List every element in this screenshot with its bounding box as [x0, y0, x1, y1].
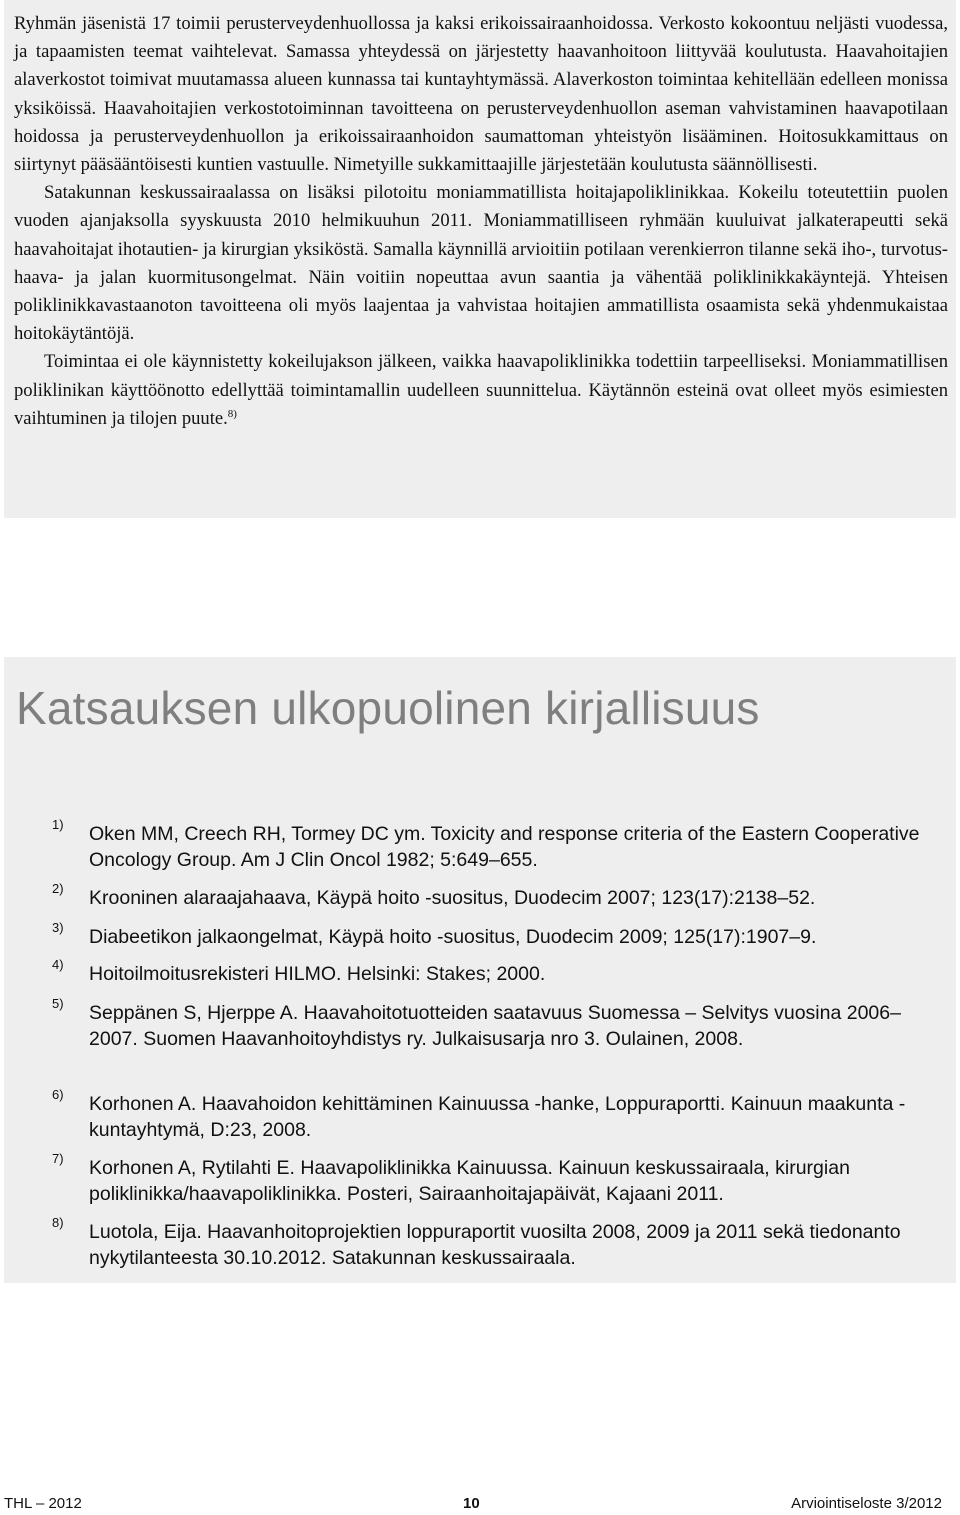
reference-number: 5) — [52, 996, 64, 1011]
reference-number: 6) — [52, 1087, 64, 1102]
reference-text: Luotola, Eija. Haavanhoitoprojektien loppuraportit vuosilta 2008, 2009 ja 2011 sekä tiedonanto nykytilanteesta 30.10.2012. Satakunnan keskussairaala. — [89, 1221, 901, 1269]
paragraph-3-text: Toimintaa ei ole käynnistetty kokeilujakson jälkeen, vaikka haavapoliklinikka todettiin tarpeelliseksi. Moniammatillisen poliklinikan käyttöönotto edellyttää toimintamallin uudelleen suunnittelua. Käytännön esteinä ovat olleet myös esimiesten vaihtuminen ja tilojen puute. — [14, 351, 948, 429]
reference-number: 1) — [52, 817, 64, 832]
reference-number: 8) — [52, 1215, 64, 1230]
reference-text: Hoitoilmoitusrekisteri HILMO. Helsinki: Stakes; 2000. — [89, 963, 546, 985]
reference-number: 3) — [52, 920, 64, 935]
reference-text: Korhonen A, Rytilahti E. Haavapoliklinikka Kainuussa. Kainuun keskussairaala, kirurgian poliklinikka/haavapoliklinikka. Posteri, Sairaanhoitajapäivät, Kajaani 2011. — [89, 1157, 850, 1205]
reference-text: Oken MM, Creech RH, Tormey DC ym. Toxicity and response criteria of the Eastern Cooperative Oncology Group. Am J Clin Oncol 1982; 5:649–655. — [89, 823, 920, 871]
references-title: Katsauksen ulkopuolinen kirjallisuus — [16, 682, 760, 734]
reference-number: 2) — [52, 881, 64, 896]
body-text-box — [4, 0, 956, 518]
reference-number: 4) — [52, 957, 64, 972]
paragraph-1: Ryhmän jäsenistä 17 toimii perusterveydenhuollossa ja kaksi erikoissairaanhoidossa. Verkosto kokoontuu neljästi vuodessa, ja tapaamisten teemat vaihtelevat. Samassa yhteydessä on järjestetty haavanhoitoon liittyvää koulutusta. Haavahoitajien alaverkostot toimivat muutamassa alueen kunnassa tai kuntayhtymässä. Alaverkoston toimintaa kehitellään edelleen monissa yksiköissä. Haavahoitajien verkostotoiminnan tavoitteena on perusterveydenhuollon aseman vahvistaminen haavapotilaan hoidossa ja perusterveydenhuollon ja erikoissairaanhoidon saumattoman yhteistyön lisääminen. Hoitosukkamittaus on siirtynyt pääsääntöisesti kuntien vastuulle. Nimetyille sukkamittaajille järjestetään koulutusta säännöllisesti. — [14, 13, 948, 176]
page-number: 10 — [463, 1495, 480, 1512]
paragraph-3 — [14, 348, 948, 433]
footer-publisher-year: THL – 2012 — [4, 1495, 82, 1512]
reference-text: Seppänen S, Hjerppe A. Haavahoitotuotteiden saatavuus Suomessa – Selvitys vuosina 2006–2007. Suomen Haavanhoitoyhdistys ry. Julkaisusarja nro 3. Oulainen, 2008. — [89, 1002, 901, 1050]
reference-number: 7) — [52, 1151, 64, 1166]
reference-text: Diabeetikon jalkaongelmat, Käypä hoito -suositus, Duodecim 2009; 125(17):1907–9. — [89, 926, 817, 948]
footnote-reference: 8) — [227, 407, 237, 420]
references-box — [4, 657, 956, 1283]
page-footer — [0, 1493, 960, 1515]
paragraph-2: Satakunnan keskussairaalassa on lisäksi pilotoitu moniammatillista hoitajapoliklinikkaa. Kokeilu toteutettiin puolen vuoden ajanjaksolla syyskuusta 2010 helmikuuhun 2011. Moniammatilliseen ryhmään kuuluivat jalkaterapeutti sekä haavahoitajat ihotautien- ja kirurgian yksiköstä. Samalla käynnillä arvioitiin potilaan verenkierron tilanne sekä iho-, turvotus- haava- ja jalan kuormitusongelmat. Näin voitiin nopeuttaa avun saantia ja vähentää poliklinikkakäyntejä. Yhteisen poliklinikkavastaanoton tavoitteena oli myös laajentaa ja vahvistaa hoitajien ammatillista osaamista sekä yhdenmukaistaa hoitokäytäntöjä. — [14, 182, 948, 345]
reference-text: Korhonen A. Haavahoidon kehittäminen Kainuussa -hanke, Loppuraportti. Kainuun maakunta -kuntayhtymä, D:23, 2008. — [89, 1093, 906, 1141]
footer-report-id: Arviointiseloste 3/2012 — [791, 1495, 942, 1512]
reference-text: Krooninen alaraajahaava, Käypä hoito -suositus, Duodecim 2007; 123(17):2138–52. — [89, 887, 816, 909]
